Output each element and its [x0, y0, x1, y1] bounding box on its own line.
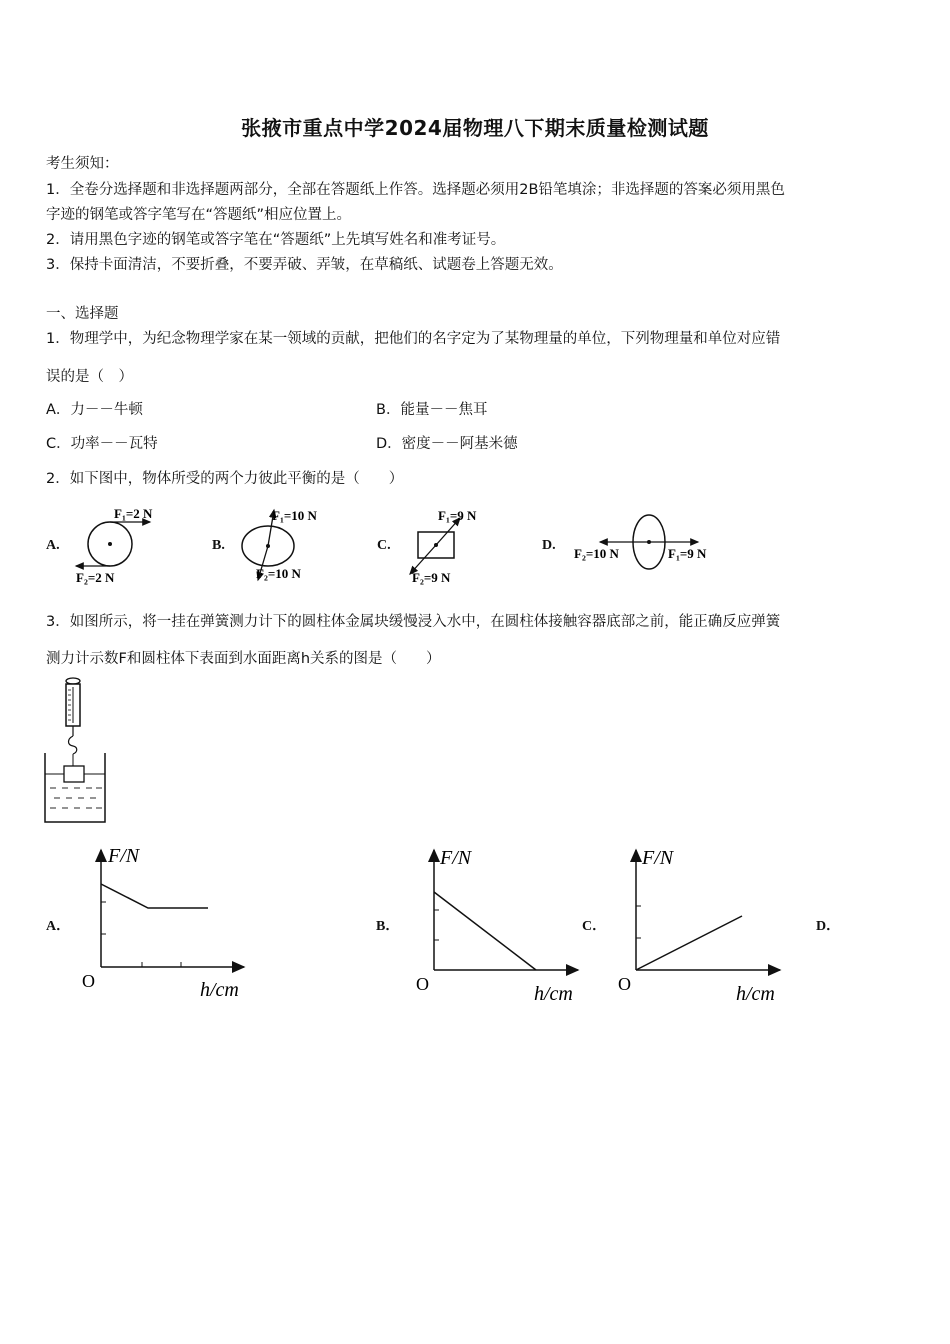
- q1-option-d: D．密度－－阿基米德: [376, 436, 518, 452]
- water-container: [45, 753, 105, 822]
- origin-label: O: [618, 974, 631, 994]
- graph-line: [636, 916, 742, 970]
- q3-option-a-label: A．: [46, 919, 71, 934]
- x-axis-label: h/cm: [534, 983, 573, 1002]
- metal-cylinder: [64, 766, 84, 782]
- notice-item-1-line-1: 1．全卷分选择题和非选择题两部分，全部在答题纸上作答。选择题必须用2B铅笔填涂；非选择题的答案必须用黑色: [46, 182, 785, 198]
- q2-option-c-diagram: [398, 502, 508, 588]
- q2-option-b-diagram: [232, 502, 342, 588]
- force-f2-label: F₂=2 N: [76, 570, 115, 585]
- force-f1-label: F₁=2 N: [114, 506, 153, 521]
- q3-option-c-label: C．: [582, 919, 607, 934]
- q3-graph-b: [410, 842, 590, 1002]
- q3-graph-c: [612, 842, 792, 1002]
- q2-stem: 2．如下图中，物体所受的两个力彼此平衡的是（ ）: [46, 471, 404, 487]
- page-title: 张掖市重点中学2024届物理八下期末质量检测试题: [241, 116, 709, 140]
- q2-option-c-label: C.: [377, 538, 391, 553]
- force-f2-label: F₂=10 N: [256, 566, 301, 581]
- q3-graph-a: [76, 842, 256, 1002]
- origin-label: O: [82, 971, 95, 991]
- force-f1-label: F₁=9 N: [668, 546, 707, 561]
- water-dashes: [50, 788, 102, 808]
- force-f1-label: F₁=10 N: [272, 508, 317, 523]
- graph-line: [434, 892, 536, 970]
- axis-ticks: [101, 902, 181, 967]
- q1-option-b: B．能量－－焦耳: [376, 402, 488, 418]
- q1-option-a: A．力－－牛顿: [46, 402, 143, 418]
- spring-scale-apparatus: [42, 676, 112, 826]
- q2-option-d-diagram: [570, 502, 730, 588]
- x-axis-label: h/cm: [200, 979, 239, 1001]
- y-axis-label: F/N: [642, 847, 674, 869]
- q3-option-b-label: B．: [376, 919, 400, 934]
- q1-stem-line-2: 误的是（ ）: [46, 369, 133, 385]
- q2-option-b-label: B.: [212, 538, 225, 553]
- q1-stem-line-1: 1．物理学中，为纪念物理学家在某一领域的贡献，把他们的名字定为了某物理量的单位，下列物理量和单位对应错: [46, 331, 781, 347]
- x-axis-label: h/cm: [736, 983, 775, 1002]
- q3-stem-line-1: 3．如图所示，将一挂在弹簧测力计下的圆柱体金属块缓慢浸入水中，在圆柱体接触容器底部之前，能正确反应弹簧: [46, 614, 781, 630]
- graph-line: [101, 884, 208, 908]
- q3-option-d-label: D．: [816, 919, 841, 934]
- scale-hook-ring: [66, 678, 80, 684]
- force-f1-label: F₁=9 N: [438, 508, 477, 523]
- origin-label: O: [416, 974, 429, 994]
- notice-heading: 考生须知：: [46, 156, 119, 172]
- q1-option-c: C．功率－－瓦特: [46, 436, 158, 452]
- notice-item-2: 2．请用黑色字迹的钢笔或答字笔在“答题纸”上先填写姓名和准考证号。: [46, 232, 506, 248]
- section-heading: 一、选择题: [46, 306, 119, 322]
- y-axis-label: F/N: [108, 845, 140, 867]
- scale-hook: [69, 736, 77, 754]
- q2-option-d-label: D.: [542, 538, 556, 553]
- notice-item-3: 3．保持卡面清洁，不要折叠，不要弄破、弄皱，在草稿纸、试题卷上答题无效。: [46, 257, 563, 273]
- force-f2-label: F₂=10 N: [574, 546, 619, 561]
- y-axis-label: F/N: [440, 847, 472, 869]
- q2-option-a-diagram: [68, 502, 178, 588]
- force-f2-label: F₂=9 N: [412, 570, 451, 585]
- q2-option-a-label: A.: [46, 538, 60, 553]
- q3-stem-line-2: 测力计示数F和圆柱体下表面到水面距离h关系的图是（ ）: [46, 651, 441, 667]
- notice-item-1-line-2: 字迹的钢笔或答字笔写在“答题纸”相应位置上。: [46, 207, 352, 223]
- center-dot: [108, 542, 112, 546]
